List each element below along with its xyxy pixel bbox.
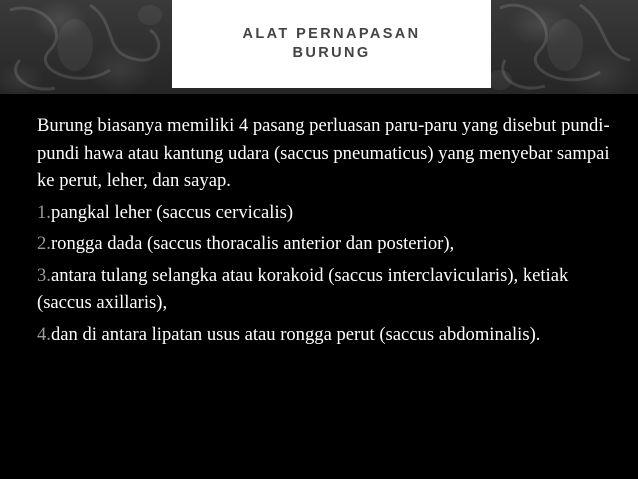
- list-item-text: dan di antara lipatan usus atau rongga perut (saccus abdominalis).: [50, 323, 541, 345]
- list-item-number: 2.: [37, 233, 51, 254]
- intro-paragraph: Burung biasanya memiliki 4 pasang perluasan paru-paru yang disebut pundi-pundi hawa atau kantung udara (saccus pneumaticus) yang menyebar sampai ke perut, leher, dan sayap.: [37, 115, 610, 191]
- list-item: [37, 230, 617, 258]
- title-box: [172, 0, 491, 88]
- list-item-text: pangkal leher (saccus cervicalis): [50, 201, 294, 223]
- list-item-number: 4.: [37, 323, 51, 345]
- slide-title-line-2: BURUNG: [292, 45, 371, 61]
- list-item: [37, 262, 617, 317]
- header-banner: [0, 0, 638, 94]
- slide-title-line-1: ALAT PERNAPASAN: [242, 26, 421, 42]
- list-item: [37, 199, 617, 227]
- slide-body: [37, 112, 617, 348]
- list-item-number: 3.: [37, 264, 51, 286]
- list-item-text: antara tulang selangka atau korakoid (saccus interclavicularis), ketiak (saccus axillaris),: [37, 264, 569, 313]
- list-item-number: 1.: [37, 201, 51, 223]
- list-item-text: rongga dada (saccus thoracalis anterior dan posterior),: [50, 233, 455, 254]
- list-item: [37, 321, 617, 349]
